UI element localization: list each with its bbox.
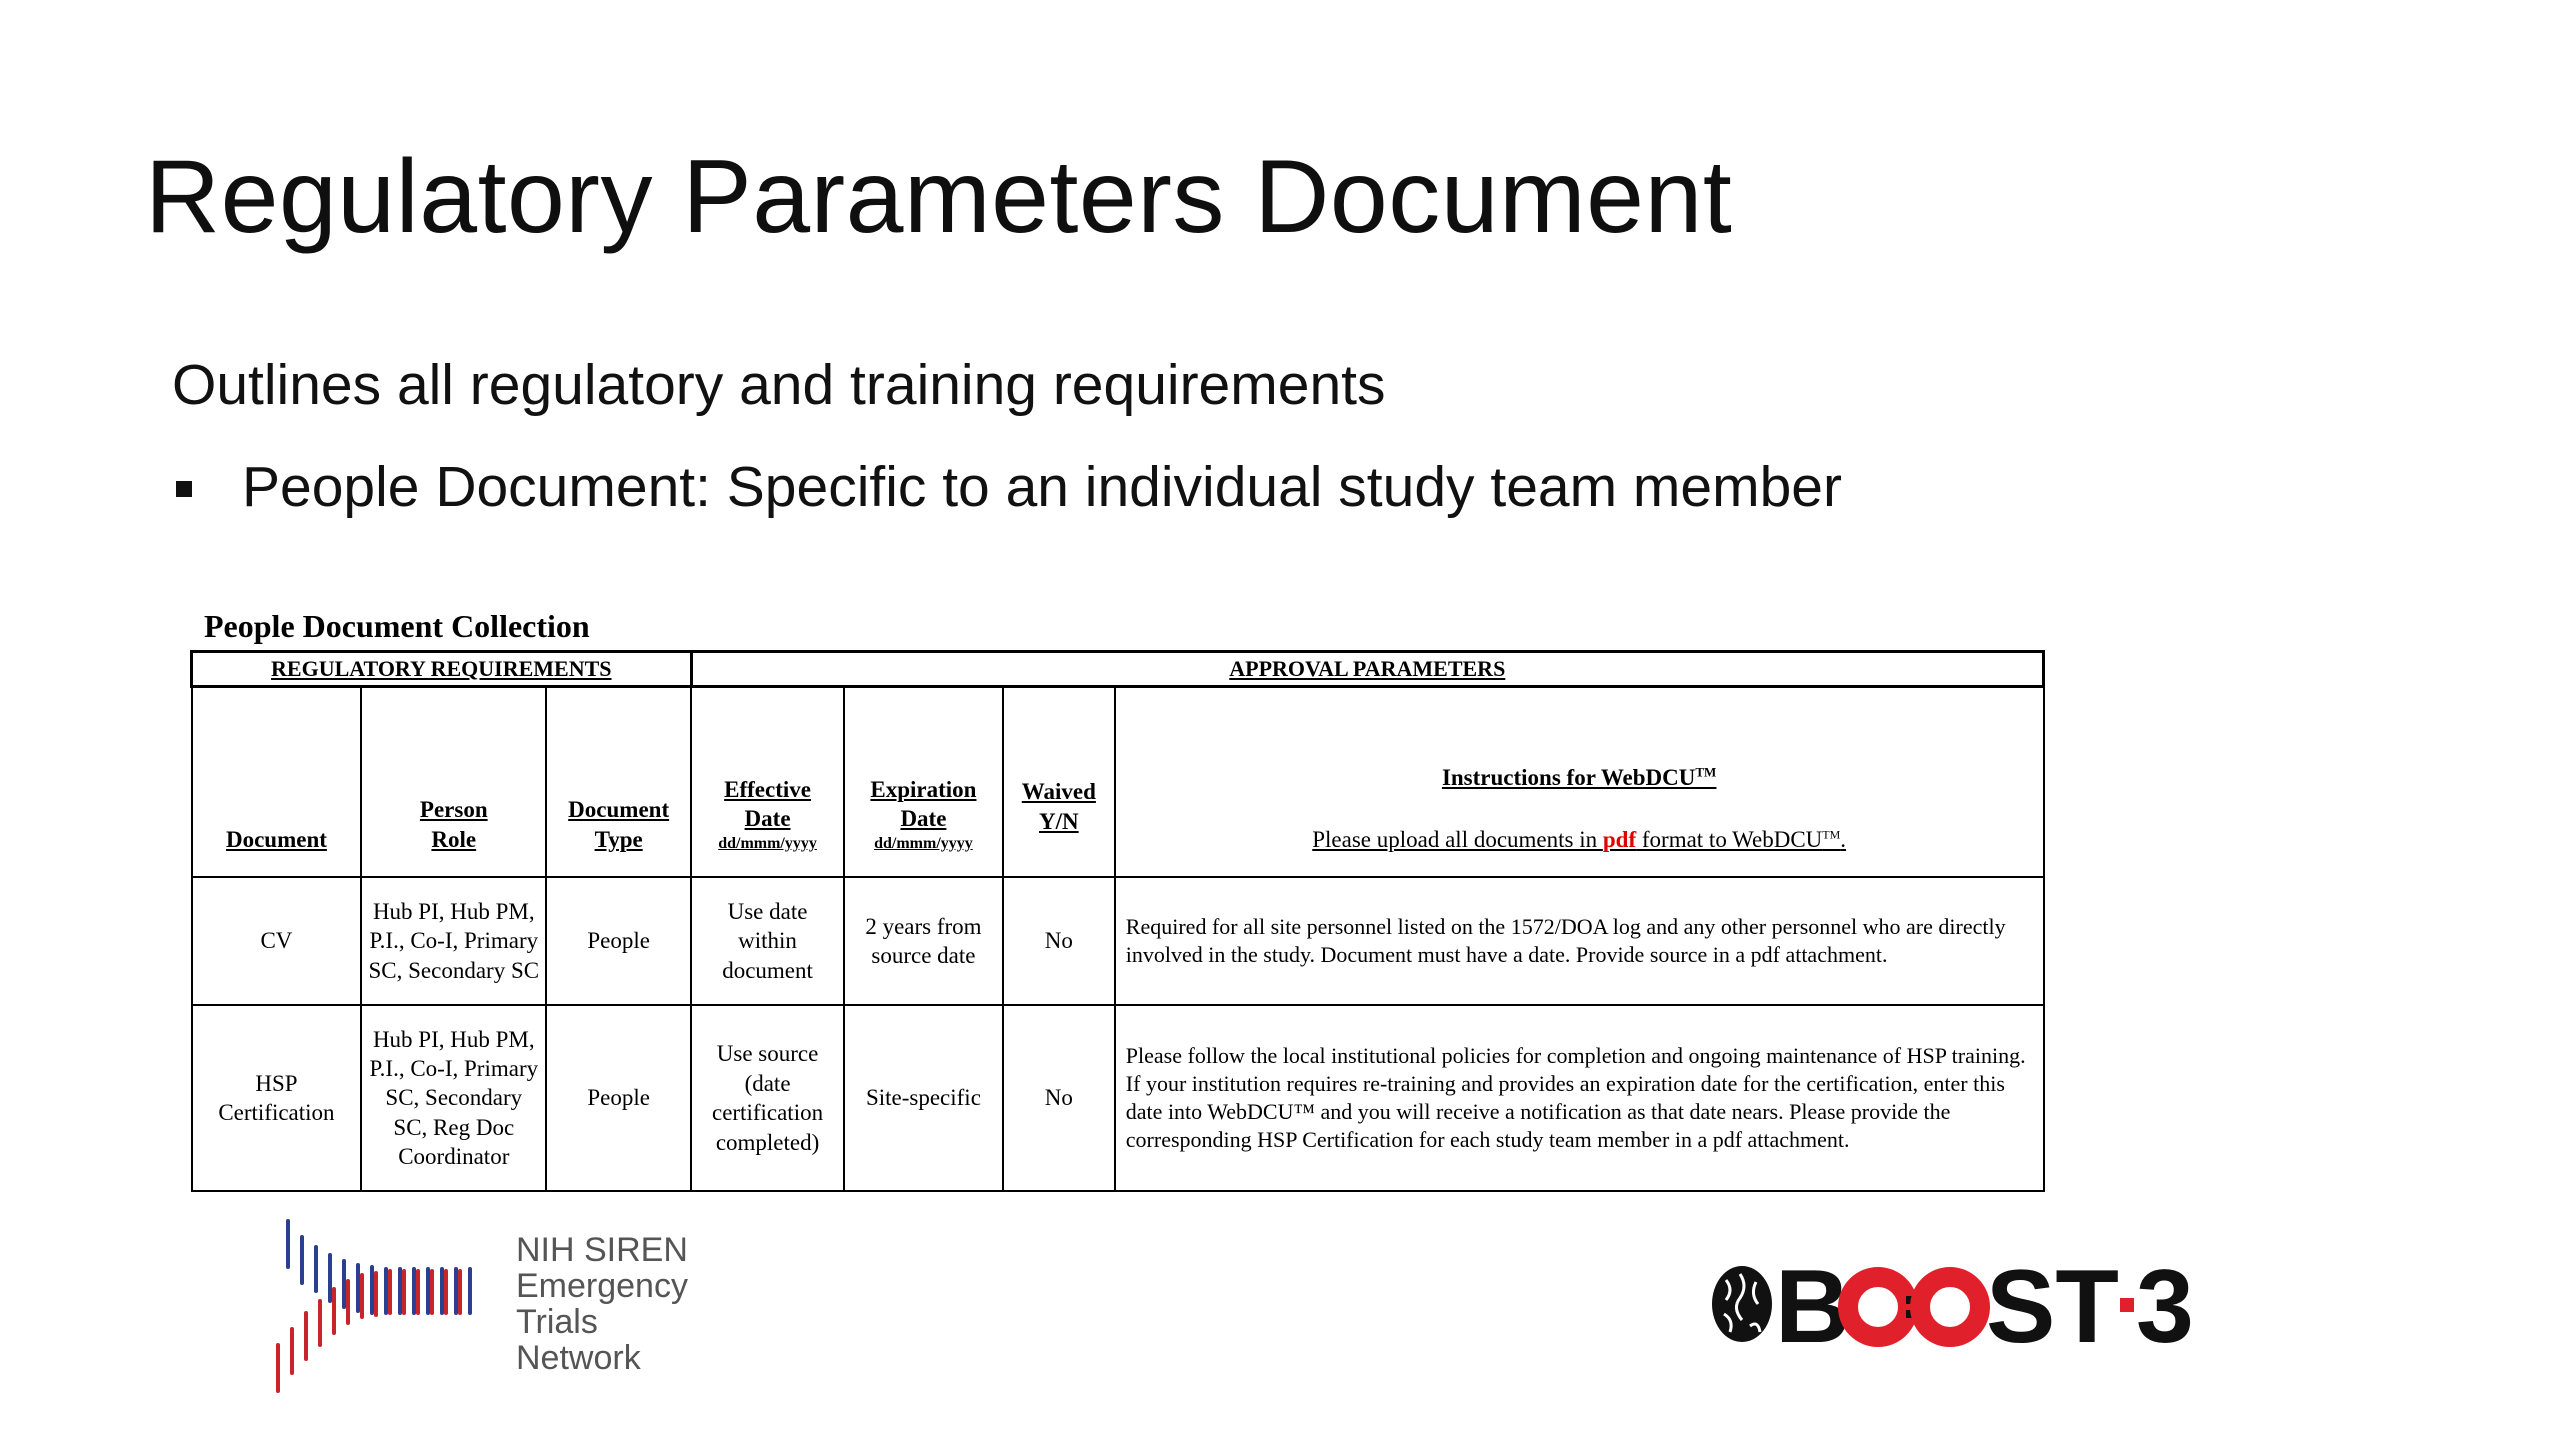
upload-note: Please upload all documents in pdf format to WebDCU™.: [1312, 826, 1847, 852]
svg-text:ST: ST: [1986, 1250, 2119, 1360]
people-document-table: [190, 650, 2045, 1192]
col-person-role: Person Role: [361, 687, 546, 878]
cell-waived: No: [1003, 877, 1115, 1005]
nih-siren-logo-text: NIH SIREN Emergency Trials Network: [516, 1231, 688, 1377]
bullet-square-icon: [176, 481, 192, 497]
cell-instructions: Please follow the local institutional policies for completion and ongoing maintenance of HSP training. If your institution requires re-training and provides an expiration date for the certification, enter this date into WebDCU™ and you will receive a notification as that date nears. Please provide the corresponding HSP Certification for each study team member in a pdf attachment.: [1115, 1005, 2044, 1191]
boost-3-logo-icon: [1700, 1250, 2200, 1360]
svg-text:B: B: [1775, 1250, 1851, 1360]
section-approval-parameters: APPROVAL PARAMETERS: [691, 652, 2043, 687]
cell-expiration-date: Site-specific: [844, 1005, 1003, 1191]
cell-person-role: Hub PI, Hub PM, P.I., Co-I, Primary SC, Secondary SC, Reg Doc Coordinator: [361, 1005, 546, 1191]
cell-expiration-date: 2 years from source date: [844, 877, 1003, 1005]
col-expiration-date: Expiration Date dd/mmm/yyyy: [844, 687, 1003, 878]
col-document: Document: [192, 687, 362, 878]
cell-instructions: Required for all site personnel listed on the 1572/DOA log and any other personnel who are directly involved in the study. Document must have a date. Provide source in a pdf attachment.: [1115, 877, 2044, 1005]
table-row: [192, 877, 2044, 1005]
svg-text:3: 3: [2136, 1250, 2194, 1360]
bullet-text: People Document: Specific to an individual study team member: [242, 455, 1842, 519]
cell-waived: No: [1003, 1005, 1115, 1191]
cell-document: HSP Certification: [192, 1005, 362, 1191]
col-instructions: Instructions for WebDCU™ Please upload all documents in pdf format to WebDCU™.: [1115, 687, 2044, 878]
cell-effective-date: Use date within document: [691, 877, 844, 1005]
col-document-type: Document Type: [546, 687, 691, 878]
section-regulatory-requirements: REGULATORY REQUIREMENTS: [192, 652, 692, 687]
column-header-row: [192, 687, 2044, 878]
col-waived: Waived Y/N: [1003, 687, 1115, 878]
section-header-row: [192, 652, 2044, 687]
cell-document-type: People: [546, 1005, 691, 1191]
cell-effective-date: Use source (date certification completed): [691, 1005, 844, 1191]
cell-document: CV: [192, 877, 362, 1005]
slide-subtitle: Outlines all regulatory and training requirements: [172, 353, 1386, 417]
col-effective-date: Effective Date dd/mmm/yyyy: [691, 687, 844, 878]
doc-heading: People Document Collection: [204, 608, 590, 644]
table-row: [192, 1005, 2044, 1191]
cell-document-type: People: [546, 877, 691, 1005]
bullet-item: [176, 454, 1842, 520]
cell-person-role: Hub PI, Hub PM, P.I., Co-I, Primary SC, Secondary SC: [361, 877, 546, 1005]
slide-title: Regulatory Parameters Document: [145, 139, 1733, 255]
